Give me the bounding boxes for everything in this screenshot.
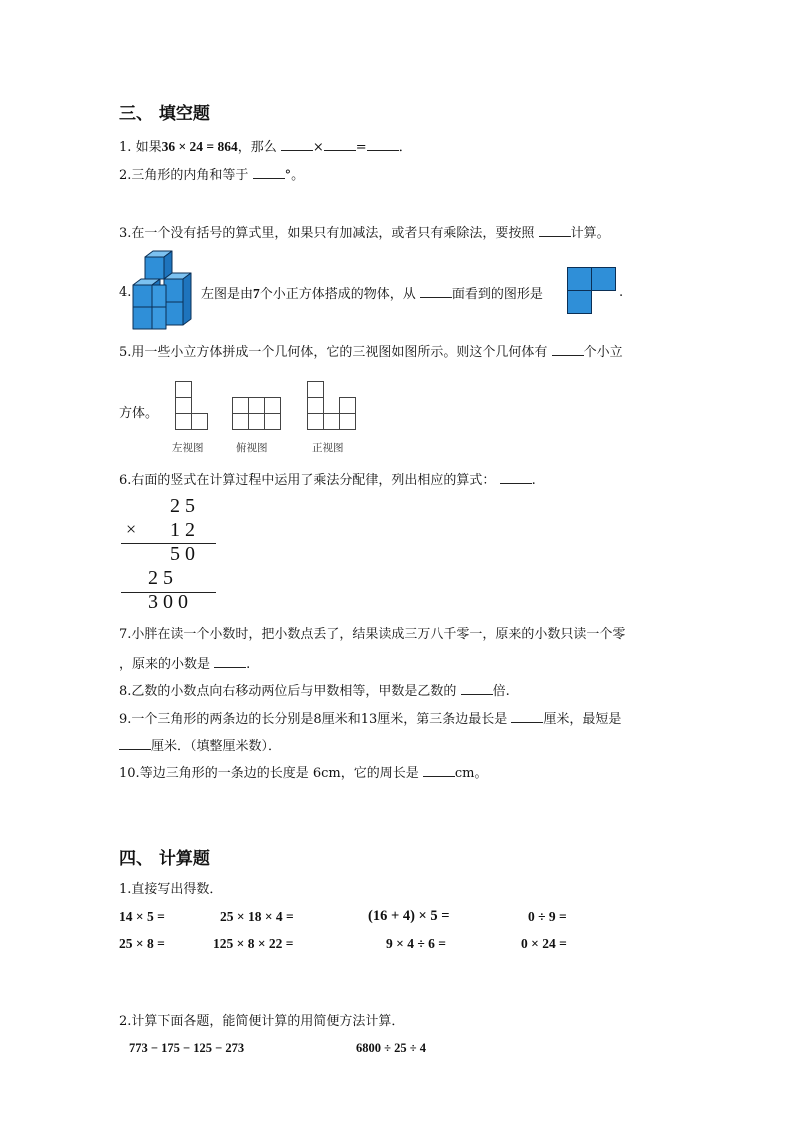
calc-expr: (16 + 4) × 5 = <box>368 908 450 924</box>
caption-left-view: 左视图 <box>172 442 204 454</box>
question-4: 左图是由7个小正方体搭成的物体，从 面看到的图形是 <box>201 286 543 302</box>
vertical-times-sign: × <box>126 519 137 539</box>
vertical-row-4: 2 5 <box>148 567 173 589</box>
cube-stack-figure <box>131 249 201 333</box>
vertical-row-2: 1 2 <box>170 519 195 541</box>
caption-top-view: 俯视图 <box>236 442 268 454</box>
vertical-line <box>121 543 216 544</box>
vertical-row-3: 5 0 <box>170 543 195 565</box>
answer-blank[interactable] <box>324 138 356 151</box>
question-4-number: 4. <box>119 285 132 300</box>
calc-expr: 25 × 8 = <box>119 936 165 951</box>
section-4-title: 四、 计算题 <box>119 849 210 869</box>
question-1: 1. 如果36 × 24 = 864，那么 × = ． <box>119 139 412 155</box>
answer-blank[interactable] <box>539 224 571 237</box>
calc-expr: 0 ÷ 9 = <box>528 909 567 924</box>
view-shape-figure <box>567 267 617 315</box>
calc-expr: 125 × 8 × 22 = <box>213 936 294 951</box>
answer-blank[interactable] <box>420 285 452 298</box>
answer-blank[interactable] <box>500 471 532 484</box>
calc-question-1: 1.直接写出得数． <box>119 882 223 897</box>
answer-blank[interactable] <box>423 764 455 777</box>
question-7: 7.小胖在读一个小数时，把小数点丢了，结果读成三万八千零一，原来的小数只读一个零 <box>119 627 626 642</box>
question-5: 5.用一些小立方体拼成一个几何体，它的三视图如图所示。则这个几何体有 个小立 <box>119 345 623 360</box>
answer-blank[interactable] <box>119 737 151 750</box>
question-9-line-2: 厘米．（填整厘米数）． <box>119 737 281 755</box>
calc-expr: 6800 ÷ 25 ÷ 4 <box>356 1041 426 1055</box>
math-expression: 36 × 24 = 864 <box>161 139 238 154</box>
vertical-row-5: 3 0 0 <box>148 591 188 613</box>
section-3-title: 三、 填空题 <box>119 104 210 124</box>
question-4-end: . <box>619 285 624 300</box>
question-5-line-2: 方体。 <box>119 406 159 421</box>
calc-expr: 773 − 175 − 125 − 273 <box>129 1041 245 1055</box>
calc-question-2: 2.计算下面各题，能简便计算的用简便方法计算． <box>119 1014 405 1029</box>
vertical-row-1: 2 5 <box>170 495 195 517</box>
calc-expr: 14 × 5 = <box>119 909 165 924</box>
calc-expr: 0 × 24 = <box>521 936 567 951</box>
answer-blank[interactable] <box>253 166 285 179</box>
answer-blank[interactable] <box>367 138 399 151</box>
answer-blank[interactable] <box>511 710 543 723</box>
question-2: 2.三角形的内角和等于 °。 <box>119 168 305 183</box>
answer-blank[interactable] <box>214 655 246 668</box>
question-9: 9.一个三角形的两条边的长分别是8厘米和13厘米，第三条边最长是 厘米，最短是 <box>119 712 622 727</box>
answer-blank[interactable] <box>281 138 313 151</box>
answer-blank[interactable] <box>461 682 493 695</box>
calc-expr: 9 × 4 ÷ 6 = <box>386 936 446 951</box>
calc-expr: 25 × 18 × 4 = <box>220 909 294 924</box>
question-10: 10.等边三角形的一条边的长度是 6cm，它的周长是 cm。 <box>119 766 488 781</box>
caption-front-view: 正视图 <box>312 442 344 454</box>
question-8: 8.乙数的小数点向右移动两位后与甲数相等，甲数是乙数的 倍. <box>119 684 510 699</box>
answer-blank[interactable] <box>552 343 584 356</box>
question-3: 3.在一个没有括号的算式里，如果只有加减法，或者只有乘除法，要按照 计算。 <box>119 226 610 241</box>
three-views-figure <box>172 380 362 434</box>
question-7-line-2: ，原来的小数是 . <box>119 657 251 672</box>
question-6: 6.右面的竖式在计算过程中运用了乘法分配律，列出相应的算式： . <box>119 473 536 488</box>
